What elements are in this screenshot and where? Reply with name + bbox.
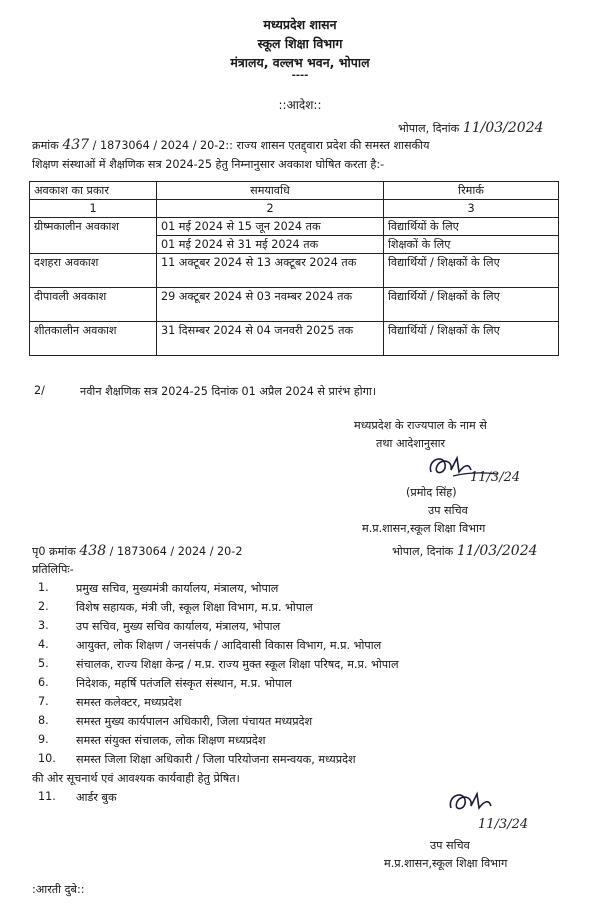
list-item-number: 2. <box>38 600 49 613</box>
copy-place-date <box>392 543 538 559</box>
list-item-number: 6. <box>38 676 49 689</box>
leave-remark: विद्यार्थियों / शिक्षकों के लिए <box>384 322 559 356</box>
signatory-department: म.प्र.शासन,स्कूल शिक्षा विभाग <box>384 857 508 870</box>
signatory-designation: उप सचिव <box>428 504 468 517</box>
leave-period: 11 अक्टूबर 2024 से 13 अक्टूबर 2024 तक <box>157 254 384 288</box>
list-item: संचालक, राज्य शिक्षा केन्द्र / म.प्र. राज्य मुक्त स्कूल शिक्षा परिषद, म.प्र. भोपाल <box>76 658 399 671</box>
place-date-label: भोपाल, दिनांक <box>398 122 460 135</box>
footer-initials: :आरती दुबे:: <box>32 883 85 896</box>
leave-period: 01 मई 2024 से 15 जून 2024 तक <box>157 218 384 236</box>
copy-handwritten-date: 11/03/2024 <box>456 543 538 559</box>
leave-type: ग्रीष्मकालीन अवकाश <box>30 218 157 254</box>
leave-remark: विद्यार्थियों के लिए <box>384 218 559 236</box>
table-header-cell: अवकाश का प्रकार <box>30 182 157 200</box>
list-item: निदेशक, महर्षि पतंजलि संस्कृत संस्थान, म.प्र. भोपाल <box>76 677 292 690</box>
leave-remark: विद्यार्थियों / शिक्षकों के लिए <box>384 288 559 322</box>
copy-ref: / 1873064 / 2024 / 20-2 <box>109 545 243 558</box>
list-item-number: 1. <box>38 581 49 594</box>
leave-type: शीतकालीन अवकाश <box>30 322 157 356</box>
leave-remark: विद्यार्थियों / शिक्षकों के लिए <box>384 254 559 288</box>
column-number: 1 <box>30 200 157 218</box>
order-ref: / 1873064 / 2024 / 20-2:: <box>92 139 233 152</box>
header-rule: ---- <box>291 70 309 81</box>
copy-order-line <box>32 543 242 559</box>
table-row <box>30 288 559 322</box>
list-item: आयुक्त, लोक शिक्षण / जनसंपर्क / आदिवासी विकास विभाग, म.प्र. भोपाल <box>76 639 382 652</box>
signatory-department: म.प्र.शासन,स्कूल शिक्षा विभाग <box>362 522 486 535</box>
header-department: स्कूल शिक्षा विभाग <box>257 36 343 51</box>
list-item-number: 8. <box>38 714 49 727</box>
list-item-number: 7. <box>38 695 49 708</box>
signature-date: 11/3/24 <box>478 817 529 832</box>
governor-line: मध्यप्रदेश के राज्यपाल के नाम से <box>354 419 487 432</box>
list-item: आर्डर बुक <box>76 791 117 804</box>
leave-period: 01 मई 2024 से 31 मई 2024 तक <box>157 236 384 254</box>
point-2-text: नवीन शैक्षणिक सत्र 2024-25 दिनांक 01 अप्रैल 2024 से प्रारंभ होगा। <box>80 385 377 398</box>
place-date <box>398 120 544 136</box>
order-prefix: क्रमांक <box>32 139 59 152</box>
order-text-1: राज्य शासन एतद्द्वारा प्रदेश की समस्त शासकीय <box>236 139 430 152</box>
copy-number: 438 <box>79 543 107 559</box>
leave-remark: शिक्षकों के लिए <box>384 236 559 254</box>
list-item-number: 11. <box>38 790 56 803</box>
signatory-name: (प्रमोद सिंह) <box>406 486 457 499</box>
list-item: उप सचिव, मुख्य सचिव कार्यालय, मंत्रालय, भोपाल <box>76 620 281 633</box>
list-item-number: 3. <box>38 619 49 632</box>
list-item: समस्त मुख्य कार्यपालन अधिकारी, जिला पंचायत मध्यप्रदेश <box>76 715 313 728</box>
leave-table <box>29 181 559 356</box>
header-address: मंत्रालय, वल्लभ भवन, भोपाल <box>230 55 370 70</box>
point-2-number: 2/ <box>34 384 45 397</box>
table-number-row <box>30 200 559 218</box>
order-line: तथा आदेशानुसार <box>376 437 446 450</box>
table-header-cell: रिमार्क <box>384 182 559 200</box>
list-item-number: 5. <box>38 657 49 670</box>
table-header-cell: समयावधि <box>157 182 384 200</box>
table-header-row <box>30 182 559 200</box>
list-item-number: 10. <box>38 752 56 765</box>
list-item: समस्त कलेक्टर, मध्यप्रदेश <box>76 696 182 709</box>
list-item-number: 9. <box>38 733 49 746</box>
forward-text: की ओर सूचनार्थ एवं आवश्यक कार्यवाही हेतु प्रेषित। <box>32 772 240 785</box>
list-item: प्रमुख सचिव, मुख्यमंत्री कार्यालय, मंत्रालय, भोपाल <box>76 582 279 595</box>
signature-date: 11/3/24 <box>470 470 521 485</box>
handwritten-date: 11/03/2024 <box>462 120 544 136</box>
leave-period: 29 अक्टूबर 2024 से 03 नवम्बर 2024 तक <box>157 288 384 322</box>
order-number: 437 <box>62 137 90 153</box>
order-number-line <box>32 137 430 153</box>
leave-period: 31 दिसम्बर 2024 से 04 जनवरी 2025 तक <box>157 322 384 356</box>
table-row <box>30 254 559 288</box>
list-item: समस्त जिला शिक्षा अधिकारी / जिला परियोजना समन्वयक, मध्यप्रदेश <box>76 753 356 766</box>
signatory-designation: उप सचिव <box>430 839 470 852</box>
leave-type: दीपावली अवकाश <box>30 288 157 322</box>
header-government: मध्यप्रदेश शासन <box>263 17 337 32</box>
list-item: समस्त संयुक्त संचालक, लोक शिक्षण मध्यप्रदेश <box>76 734 266 747</box>
copy-label: प्रतिलिपिः- <box>32 563 74 576</box>
table-row <box>30 218 559 236</box>
copy-prefix: पृ0 क्रमांक <box>32 545 76 558</box>
leave-type: दशहरा अवकाश <box>30 254 157 288</box>
list-item: विशेष सहायक, मंत्री जी, स्कूल शिक्षा विभाग, म.प्र. भोपाल <box>76 601 313 614</box>
order-title: ::आदेश:: <box>278 98 322 112</box>
column-number: 3 <box>384 200 559 218</box>
order-text-2: शिक्षण संस्थाओं में शैक्षणिक सत्र 2024-25 हेतु निम्नानुसार अवकाश घोषित करता है:- <box>32 158 385 171</box>
list-item-number: 4. <box>38 638 49 651</box>
column-number: 2 <box>157 200 384 218</box>
copy-place-label: भोपाल, दिनांक <box>392 545 454 558</box>
table-row <box>30 322 559 356</box>
